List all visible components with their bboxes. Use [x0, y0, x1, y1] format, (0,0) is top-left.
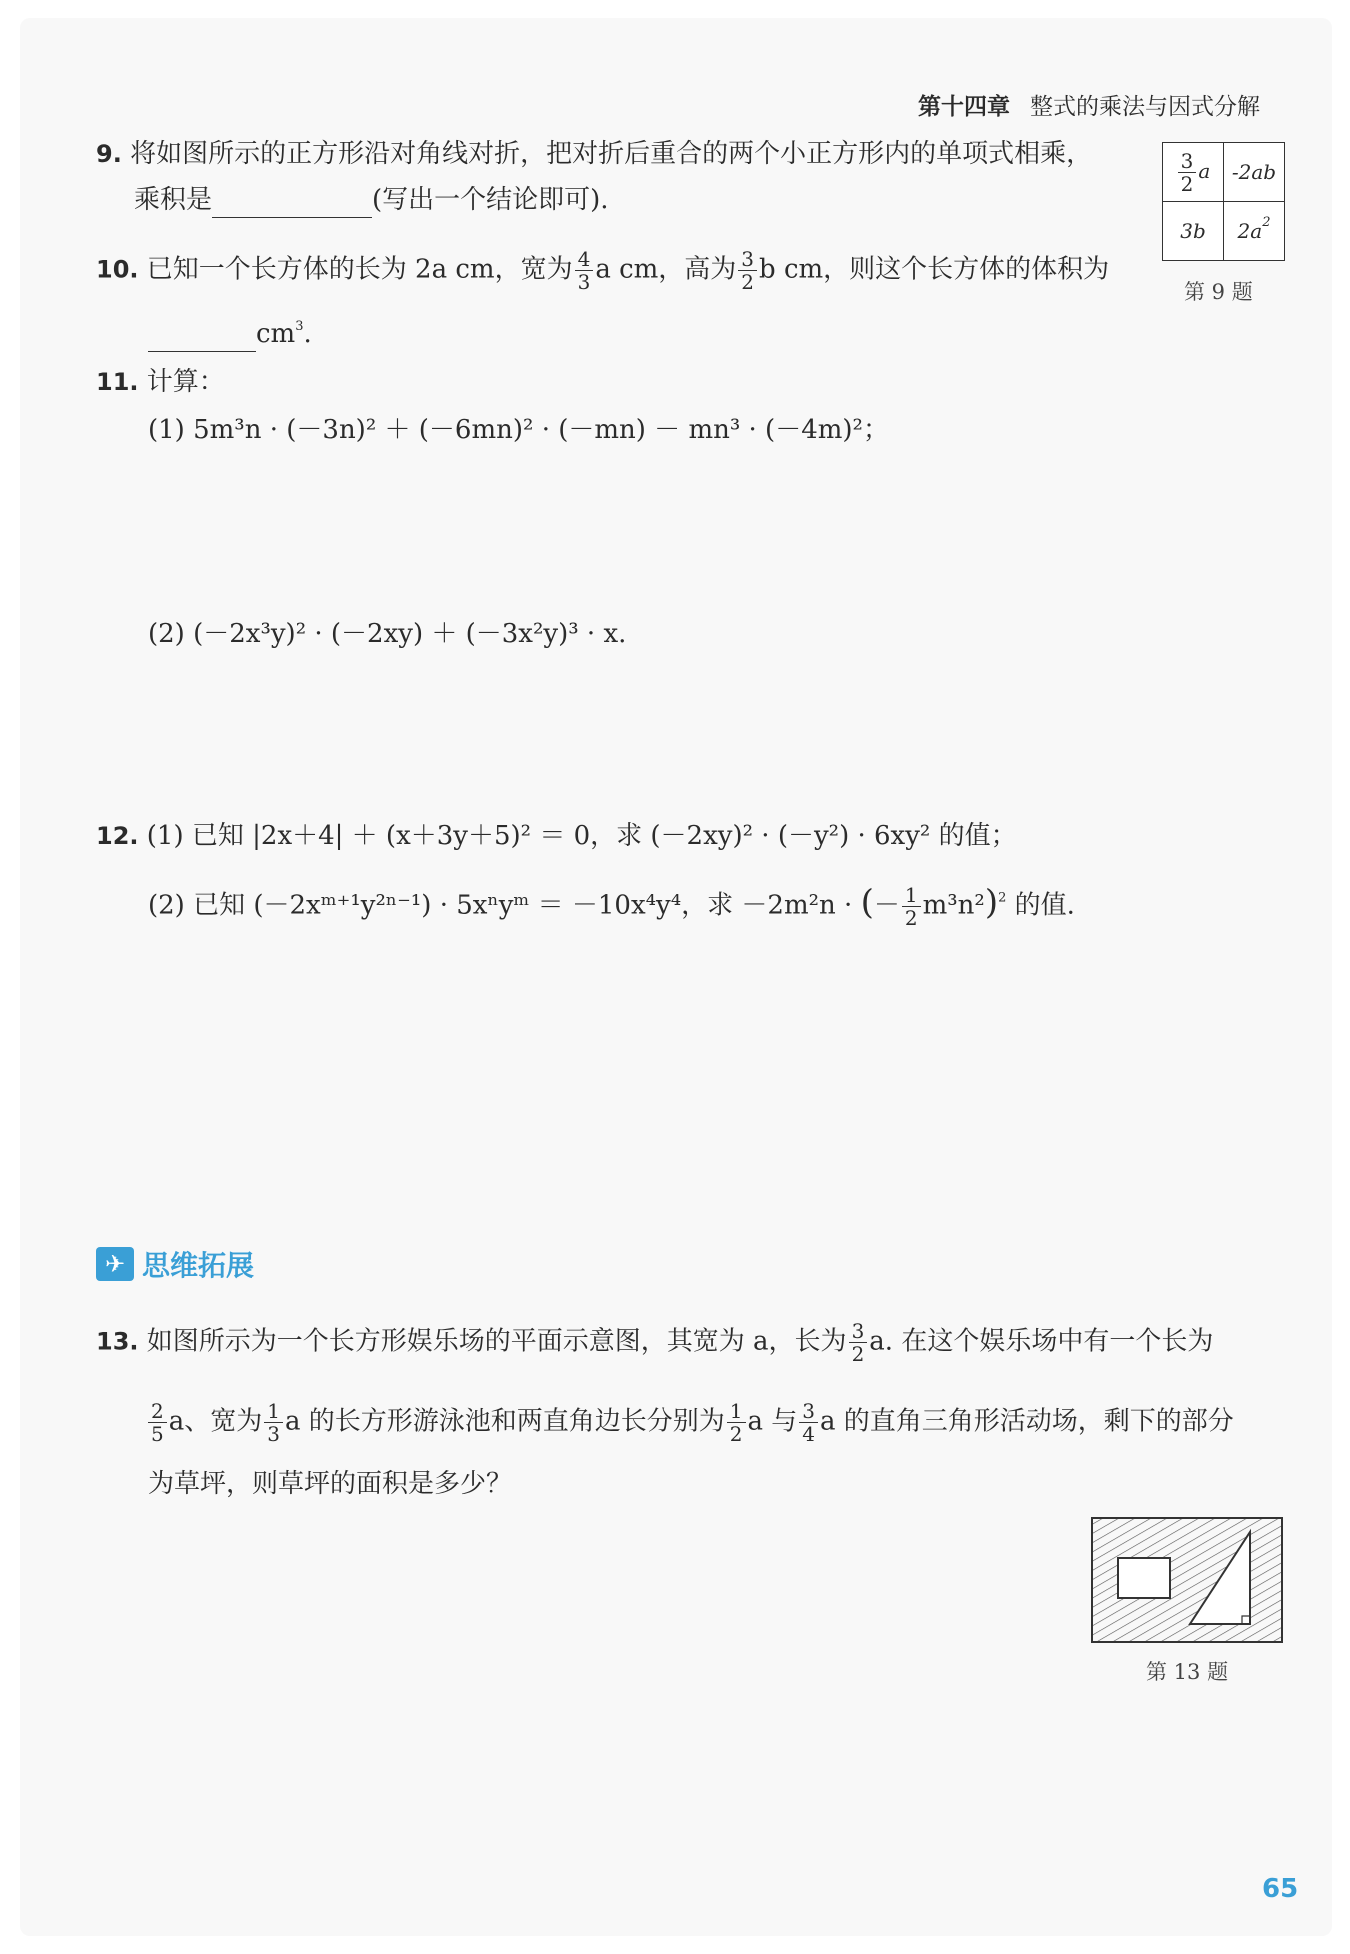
page [20, 18, 1332, 1936]
question-10-line1: 10. 已知一个长方体的长为 2a cm，宽为 $\frac{4}{3}$ a cm，高为 $\frac{3}{2}$ b cm，则这个长方体的体积为 [96, 247, 1110, 294]
question-number: 13. [96, 1327, 139, 1356]
question-11-title [96, 364, 225, 400]
question-10-line2: $cm^3$. [148, 316, 312, 352]
section-header [96, 1244, 254, 1284]
section-title: 思维拓展 [142, 1249, 255, 1282]
question-13-line1: 13. 如图所示为一个长方形娱乐场的平面示意图，其宽为 a，长为 $\frac{3}{2}$ a. 在这个娱乐场中有一个长为 [96, 1319, 1214, 1366]
question-13-line3: 为草坪，则草坪的面积是多少？ [148, 1469, 513, 1499]
answer-blank[interactable] [148, 325, 256, 352]
question-9-line2 [134, 182, 609, 218]
question-text: b cm，则这个长方体的体积为 [759, 254, 1110, 285]
figure-caption: 第 13 题 [1146, 1660, 1229, 1684]
question-number: 12. [96, 822, 139, 850]
question-number: 9. [96, 140, 122, 168]
grid-cell: -2ab [1224, 143, 1285, 202]
q9-square-figure [1162, 142, 1285, 261]
answer-blank[interactable] [212, 191, 372, 218]
question-number: 10. [96, 255, 139, 284]
page-number: 65 [1262, 1874, 1299, 1904]
pool-rect [1118, 1558, 1170, 1598]
question-text: 已知一个长方体的长为 2a cm，宽为 [146, 254, 573, 285]
question-12-part1 [96, 818, 1017, 854]
grid-cell: 3b [1163, 202, 1224, 261]
pen-icon: ✈ [96, 1247, 134, 1281]
question-9-line1 [96, 136, 1092, 172]
question-text: (写出一个结论即可). [372, 185, 609, 215]
question-number: 11. [96, 368, 139, 396]
figure-caption: 第 9 题 [1184, 280, 1253, 304]
question-13-line2: $\frac{2}{5}$ a、宽为 $\frac{1}{3}$ a 的长方形游泳池和两直角边长分别为 $\frac{1}{2}$ a 与 $\frac{3}{4}$ a 的直角三角形活动场，剩下的部分 [146, 1400, 1234, 1445]
question-12-part2: (2) 已知 (－2xᵐ⁺¹y²ⁿ⁻¹) · 5xⁿyᵐ ＝ －10x⁴y⁴，求 －2m²n · (－ $\frac{1}{2}$ m³n²)$^2$ 的值. [148, 882, 1075, 930]
question-text: a cm，高为 [595, 254, 737, 285]
question-text: 计算： [146, 367, 225, 397]
grid-cell: $\frac{3}{2}$ a [1163, 143, 1224, 202]
chapter-title: 整式的乘法与因式分解 [1030, 94, 1260, 120]
q13-playground-figure [1090, 1516, 1286, 1646]
chapter-label: 第十四章 [918, 94, 1010, 120]
question-text: 乘积是 [134, 185, 213, 215]
grid-cell: $2a^2$ [1224, 202, 1285, 261]
question-11-part1: (1) 5m³n · (－3n)² ＋ (－6mn)² · (－mn) － mn³ · (－4m)²； [148, 415, 889, 445]
question-11-part2: (2) (－2x³y)² · (－2xy) ＋ (－3x²y)³ · x. [148, 619, 627, 649]
question-text: 将如图所示的正方形沿对角线对折，把对折后重合的两个小正方形内的单项式相乘， [130, 139, 1093, 169]
question-text: (1) 已知 |2x＋4| ＋ (x＋3y＋5)² ＝ 0，求 (－2xy)² · (－y²) · 6xy² 的值； [146, 821, 1017, 851]
page-header [918, 88, 1260, 121]
